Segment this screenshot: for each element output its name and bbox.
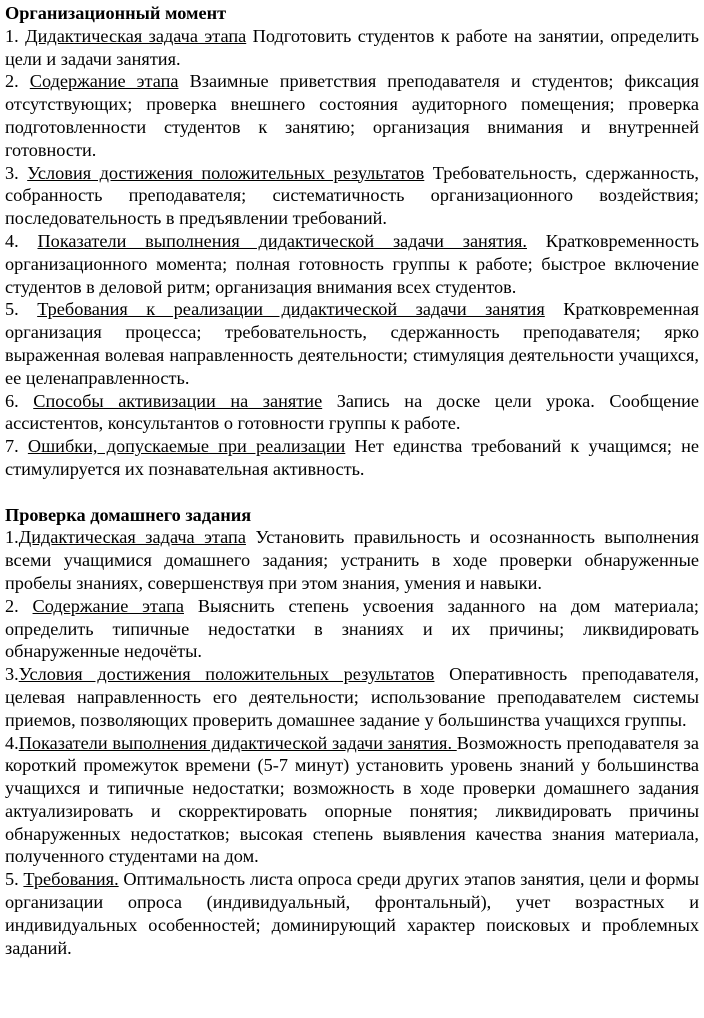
- item-number: 7.: [5, 436, 28, 457]
- item-text: Оперативность преподавателя, целевая направленность его деятельности; использование преподавателем системы приемов, позволяющих проверить домашнее задание у большинства учащихся группы.: [5, 664, 699, 730]
- item-label: Показатели выполнения дидактической задачи занятия.: [18, 732, 457, 753]
- item-text: Взаимные приветствия преподавателя и студентов; фиксация отсутствующих; проверка внешнего состояния аудиторного помещения; проверка подготовленности студентов к занятию; организация внимания и внутренней готовности.: [5, 71, 699, 160]
- item-text: Подготовить студентов к работе на занятии, определить цели и задачи занятия.: [5, 25, 700, 69]
- item-label: Дидактическая задача этапа: [25, 25, 247, 46]
- item-label: Показатели выполнения дидактической задачи занятия.: [37, 230, 527, 251]
- item-label: Условия достижения положительных результатов: [27, 162, 425, 183]
- list-item: [5, 230, 699, 298]
- item-number: 1.: [5, 25, 26, 46]
- item-number: 5.: [5, 299, 38, 320]
- list-item: [5, 732, 699, 869]
- item-text: Кратковременная организация процесса; требовательность, сдержанность преподавателя; ярко выраженная волевая направленность деятельности; стимуляция деятельности учащихся, ее целенаправленность.: [5, 299, 699, 388]
- list-item: [5, 435, 699, 481]
- item-text: Нет единства требований к учащимся; не стимулируется их познавательная активность.: [5, 436, 700, 479]
- item-label: Способы активизации на занятие: [33, 390, 323, 411]
- item-number: 1.: [5, 527, 19, 548]
- item-label: Содержание этапа: [32, 595, 184, 616]
- item-text: Запись на доске цели урока. Сообщение ассистентов, консультантов о готовности группы к работе.: [5, 390, 700, 434]
- list-item: [5, 162, 699, 230]
- list-item: [5, 298, 699, 389]
- item-text: Возможность преподавателя за короткий промежуток времени (5-7 минут) установить уровень знаний у большинства учащихся и типичные недостатки; возможность в ходе проверки домашнего задания актуализировать и скорректировать опорные понятия; ликвидировать причины обнаруженных недостатков; высокая степень выявления качества знания материала, полученного студентами на дом.: [5, 732, 700, 867]
- section-title: Проверка домашнего задания: [5, 504, 252, 525]
- item-number: 4.: [5, 230, 38, 251]
- item-number: 2.: [5, 595, 33, 616]
- item-number: 4.: [5, 732, 19, 753]
- item-label: Содержание этапа: [29, 71, 179, 92]
- item-text: Требовательность, сдержанность, собранность преподавателя; систематичность организационного воздействия; последовательность в предъявлении требований.: [5, 162, 699, 229]
- item-label: Условия достижения положительных результатов: [18, 664, 435, 685]
- section-spacer: [5, 481, 699, 504]
- item-number: 6.: [5, 390, 34, 411]
- item-text: Кратковременность организационного момента; полная готовность группы к работе; быстрое включение студентов в деловой ритм; организация внимания всех студентов.: [5, 230, 699, 297]
- item-number: 3.: [5, 162, 28, 183]
- list-item: [5, 526, 699, 594]
- list-item: [5, 25, 699, 71]
- item-label: Дидактическая задача этапа: [18, 527, 246, 548]
- list-item: [5, 70, 699, 161]
- item-number: 5.: [5, 869, 24, 890]
- item-text: Установить правильность и осознанность выполнения всеми учащимися домашнего задания; устранить в ходе проверки обнаруженные пробелы знаниях, совершенствуя при этом знания, умения и навыки.: [5, 527, 699, 593]
- item-text: Выяснить степень усвоения заданного на дом материала; определить типичные недостатки в знаниях и их причины; ликвидировать обнаруженные недочёты.: [5, 595, 700, 662]
- item-number: 2.: [5, 71, 30, 92]
- list-item: [5, 663, 699, 731]
- item-label: Ошибки, допускаемые при реализации: [27, 436, 346, 457]
- item-text: Оптимальность листа опроса среди других этапов занятия, цели и формы организации опроса (индивидуальный, фронтальный), учет возрастных и индивидуальных особенностей; доминирующий характер поисковых и проблемных заданий.: [5, 869, 699, 958]
- list-item: [5, 390, 699, 436]
- item-label: Требования.: [23, 869, 119, 890]
- list-item: [5, 595, 699, 663]
- list-item: [5, 868, 699, 959]
- item-number: 3.: [5, 664, 19, 685]
- item-label: Требования к реализации дидактической задачи занятия: [37, 299, 545, 320]
- section-title: Организационный момент: [5, 3, 227, 23]
